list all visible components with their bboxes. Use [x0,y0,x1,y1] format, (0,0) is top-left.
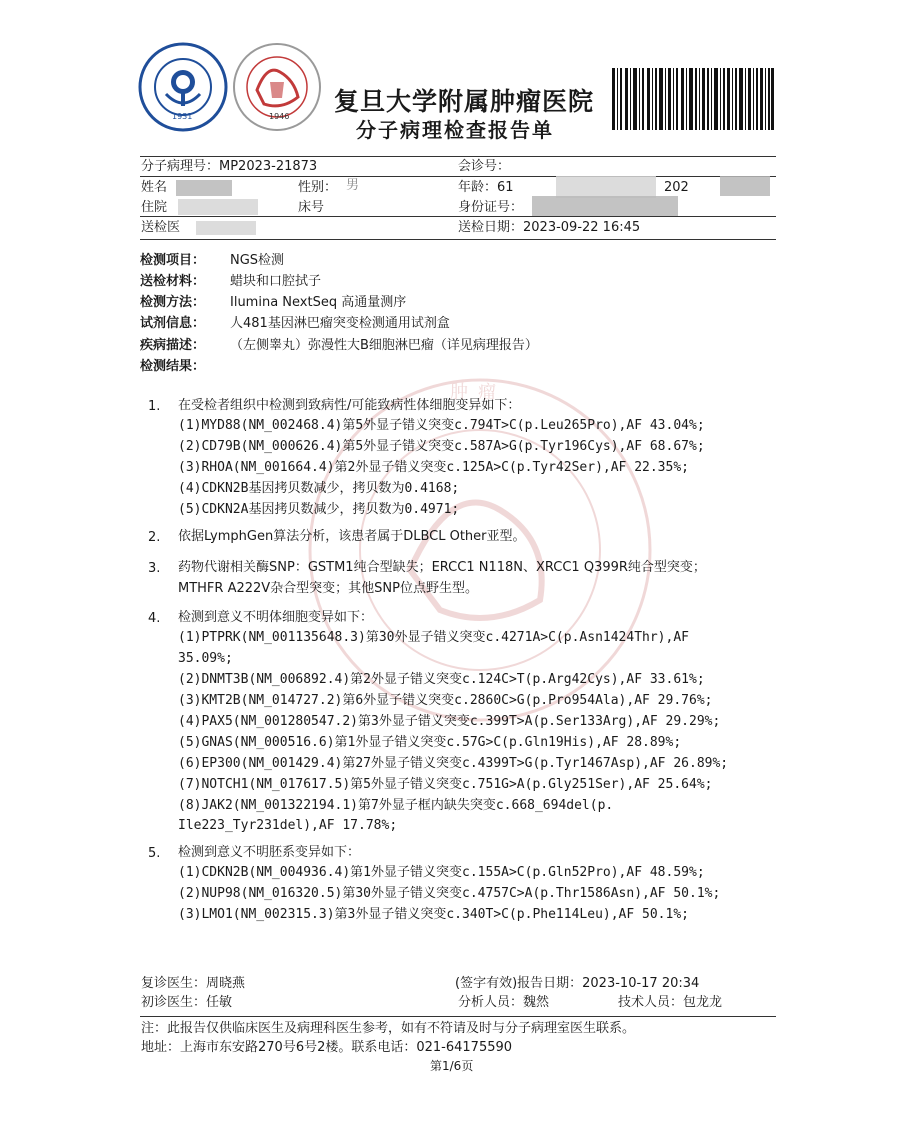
result-4-line: (7)NOTCH1(NM_017617.5)第5外显子错义突变c.751G>A(p.Gly251Ser),AF 25.64%; [178,777,713,792]
result-4-line: Ile223_Tyr231del),AF 17.78%; [178,818,398,833]
result-4-line: (8)JAK2(NM_001322194.1)第7外显子框内缺失突变c.668_694del(p. [178,798,614,813]
result-4-line: (2)DNMT3B(NM_006892.4)第2外显子错义突变c.124C>T(p.Arg42Cys),AF 33.61%; [178,672,705,687]
year-fragment: 202 [664,180,689,195]
redacted-inpatient [178,199,258,215]
address: 地址：上海市东安路270号6号2楼。联系电话：021-64175590 [141,1040,513,1055]
first-doctor: 初诊医生：任敏 [141,995,233,1010]
result-5-number: 5. [148,846,161,861]
redacted-id [532,196,678,216]
result-5-line: (2)NUP98(NM_016320.5)第30外显子错义突变c.4757C>A(p.Thr1586Asn),AF 50.1%; [178,886,721,901]
sex-value: 男 [346,178,360,193]
info-label-method: 检测方法： [140,295,206,310]
review-doctor: 复诊医生：周晓燕 [141,976,246,991]
result-4-number: 4. [148,611,161,626]
result-1-title: 在受检者组织中检测到致病性/可能致病性体细胞变异如下： [178,398,521,413]
result-1-line: (1)MYD88(NM_002468.4)第5外显子错义突变c.794T>C(p.Leu265Pro),AF 43.04%; [178,418,705,433]
result-3-number: 3. [148,561,161,576]
pathology-number: 分子病理号：MP2023-21873 [141,159,318,174]
result-3-line: MTHFR A222V杂合型突变；其他SNP位点野生型。 [178,581,478,596]
info-value-reagent: 人481基因淋巴瘤突变检测通用试剂盒 [230,316,450,331]
result-5-line: (1)CDKN2B(NM_004936.4)第1外显子错义突变c.155A>C(p.Gln52Pro),AF 48.59%; [178,865,705,880]
name-label: 姓名 [141,180,168,195]
result-5-line: (3)LMO1(NM_002315.3)第3外显子错义突变c.340T>C(p.Phe114Leu),AF 50.1%; [178,907,689,922]
sex-label: 性别： [298,180,338,195]
info-label-result: 检测结果： [140,359,206,374]
redacted-doctor [196,221,256,235]
result-2-number: 2. [148,530,161,545]
emblem-year: 1946 [269,112,290,121]
info-label-test-item: 检测项目： [140,253,206,268]
result-4-title: 检测到意义不明体细胞变异如下： [178,610,374,625]
info-label-reagent: 试剂信息： [140,316,206,331]
result-4-line: (6)EP300(NM_001429.4)第27外显子错义突变c.4399T>G(p.Tyr1467Asp),AF 26.89%; [178,756,729,771]
result-1-number: 1. [148,399,161,414]
result-2-title: 依据LymphGen算法分析，该患者属于DLBCL Other亚型。 [178,529,526,544]
info-label-material: 送检材料： [140,274,206,289]
report-title: 分子病理检查报告单 [356,118,554,142]
watermark-text: 肿瘤 [450,382,506,403]
barcode [612,68,774,130]
hospital-emblem [232,42,322,132]
inpatient-label: 住院 [141,200,168,215]
result-4-line: (1)PTPRK(NM_001135648.3)第30外显子错义突变c.4271A>C(p.Asn1424Thr),AF [178,630,689,645]
redacted-info-1 [556,176,656,198]
info-label-disease: 疾病描述： [140,338,206,353]
page-number: 第1/6页 [430,1059,474,1073]
result-1-line: (3)RHOA(NM_001664.4)第2外显子错义突变c.125A>C(p.Tyr42Ser),AF 22.35%; [178,460,689,475]
hospital-name: 复旦大学附属肿瘤医院 [334,87,595,116]
result-4-line: 35.09%; [178,651,233,666]
submit-date: 送检日期：2023-09-22 16:45 [458,220,641,235]
info-value-test-item: NGS检测 [230,253,285,268]
result-4-line: (5)GNAS(NM_000516.6)第1外显子错义突变c.57G>C(p.Gln19His),AF 28.89%; [178,735,682,750]
doctor-label: 送检医 [141,220,181,235]
report-date: (签字有效)报告日期：2023-10-17 20:34 [455,976,700,991]
consult-number: 会诊号： [458,159,511,174]
result-5-title: 检测到意义不明胚系变异如下： [178,845,361,860]
analyst: 分析人员：魏然 [458,995,550,1010]
result-3-line: 药物代谢相关酶SNP：GSTM1纯合型缺失；ERCC1 N118N、XRCC1 Q399R纯合型突变； [178,560,706,575]
result-1-line: (5)CDKN2A基因拷贝数减少，拷贝数为0.4971; [178,502,460,517]
info-value-disease: （左侧睾丸）弥漫性大B细胞淋巴瘤（详见病理报告） [230,338,538,353]
disclaimer-note: 注：此报告仅供临床医生及病理科医生参考，如有不符请及时与分子病理室医生联系。 [141,1021,636,1036]
redacted-name [176,180,232,196]
divider-row2 [140,216,776,217]
result-1-line: (4)CDKN2B基因拷贝数减少，拷贝数为0.4168; [178,481,460,496]
divider-row1 [140,176,776,177]
logo-year: 1931 [172,112,193,121]
id-label: 身份证号： [458,200,524,215]
university-logo [138,42,228,132]
divider-row3 [140,239,776,240]
result-4-line: (3)KMT2B(NM_014727.2)第6外显子错义突变c.2860C>G(p.Pro954Ala),AF 29.76%; [178,693,713,708]
divider-footer [140,1016,776,1017]
bed-label: 床号 [298,200,325,215]
divider-top [140,156,776,157]
result-4-line: (4)PAX5(NM_001280547.2)第3外显子错义突变c.399T>A(p.Ser133Arg),AF 29.29%; [178,714,721,729]
age: 年龄：61 [458,180,514,195]
info-value-material: 蜡块和口腔拭子 [230,274,322,289]
redacted-info-2 [720,176,770,196]
result-1-line: (2)CD79B(NM_000626.4)第5外显子错义突变c.587A>G(p.Tyr196Cys),AF 68.67%; [178,439,705,454]
technician: 技术人员：包龙龙 [618,995,723,1010]
info-value-method: Ilumina NextSeq 高通量测序 [230,295,407,310]
